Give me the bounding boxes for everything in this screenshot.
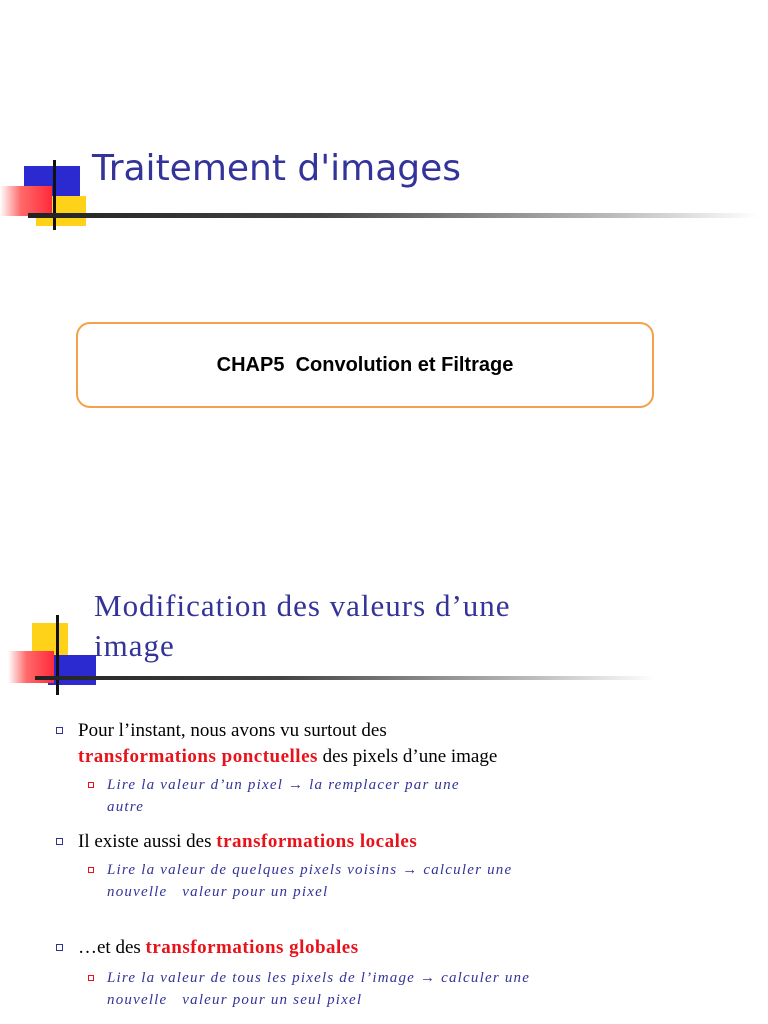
slide1-logo	[0, 160, 100, 230]
sub-bullet-text: nouvelle valeur pour un pixel	[107, 884, 329, 900]
slide1-title-rule	[28, 213, 758, 218]
chapter-box	[76, 322, 654, 408]
bullet-item	[78, 935, 758, 961]
bullet-text: des pixels d’une image	[317, 746, 498, 767]
sub-bullet-text: Lire la valeur d’un pixel → la remplacer par une	[107, 777, 460, 793]
bullet-marker	[56, 838, 63, 845]
highlight-term: transformations ponctuelles	[78, 746, 318, 767]
sub-bullet-marker	[88, 867, 94, 873]
bullet-item	[78, 829, 758, 855]
sub-bullet-item	[107, 859, 747, 903]
highlight-term: transformations globales	[145, 937, 359, 958]
sub-bullet-text: autre	[107, 799, 145, 815]
slide2-title	[94, 586, 511, 666]
sub-bullet-item	[107, 967, 757, 1011]
bullet-marker	[56, 944, 63, 951]
logo-vertical-line	[56, 615, 59, 695]
bullet-marker	[56, 727, 63, 734]
slide2-title-line1: Modification des valeurs d’une	[94, 588, 511, 623]
highlight-term: transformations locales	[216, 831, 418, 852]
bullet-text: …et des	[78, 937, 146, 958]
slide2-title-line2: image	[94, 628, 175, 663]
bullet-text: Il existe aussi des	[78, 831, 217, 852]
sub-bullet-marker	[88, 975, 94, 981]
logo-red-square	[0, 186, 52, 216]
slide1-title: Traitement d'images	[92, 148, 462, 189]
sub-bullet-text: Lire la valeur de tous les pixels de l’image → calculer une	[107, 970, 531, 986]
bullet-text: Pour l’instant, nous avons vu surtout des	[78, 720, 387, 741]
sub-bullet-marker	[88, 782, 94, 788]
chapter-label: CHAP5 Convolution et Filtrage	[216, 353, 514, 376]
sub-bullet-item	[107, 774, 747, 818]
logo-vertical-line	[53, 160, 56, 230]
bullet-item	[78, 718, 758, 770]
slide2-logo	[8, 615, 98, 695]
sub-bullet-text: nouvelle valeur pour un seul pixel	[107, 992, 363, 1008]
slide2-title-rule	[35, 676, 655, 680]
sub-bullet-text: Lire la valeur de quelques pixels voisins → calculer une	[107, 862, 513, 878]
